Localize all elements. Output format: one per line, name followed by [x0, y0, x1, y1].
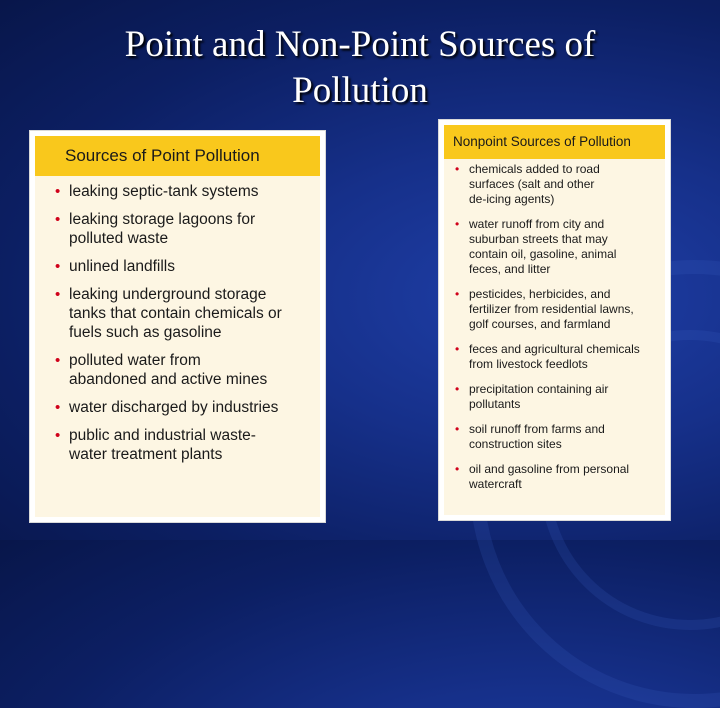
- bullet-icon: •: [55, 399, 61, 416]
- bullet-icon: •: [55, 211, 61, 228]
- list-item: [455, 287, 661, 332]
- list-item-text: polluted water from abandoned and active mines: [69, 352, 268, 388]
- list-item-text: leaking storage lagoons for polluted waste: [69, 211, 256, 247]
- list-item: [455, 342, 661, 372]
- list-item: [55, 351, 314, 389]
- list-item-text: soil runoff from farms and construction sites: [469, 422, 605, 451]
- bullet-icon: •: [455, 162, 460, 176]
- list-item-text: public and industrial waste- water treatment plants: [69, 427, 256, 463]
- list-item-text: leaking septic-tank systems: [69, 183, 259, 200]
- list-item-text: leaking underground storage tanks that contain chemicals or fuels such as gasoline: [69, 286, 282, 341]
- point-sources-panel: [29, 130, 326, 523]
- list-item-text: water discharged by industries: [69, 399, 279, 416]
- list-item: [455, 382, 661, 412]
- list-item-text: oil and gasoline from personal watercraft: [469, 462, 630, 491]
- slide-title: [0, 22, 720, 114]
- nonpoint-sources-list: [444, 159, 665, 492]
- list-item-text: pesticides, herbicides, and fertilizer from residential lawns, golf courses, and farmland: [469, 287, 634, 331]
- slide-title-line-2: Pollution: [292, 70, 428, 111]
- nonpoint-sources-panel-body: [444, 125, 665, 515]
- point-sources-list: [35, 176, 320, 464]
- list-item: [455, 422, 661, 452]
- list-item-text: unlined landfills: [69, 258, 175, 275]
- nonpoint-sources-heading: Nonpoint Sources of Pollution: [444, 125, 665, 159]
- bullet-icon: •: [55, 427, 61, 444]
- bullet-icon: •: [455, 462, 460, 476]
- list-item-text: feces and agricultural chemicals from livestock feedlots: [469, 342, 640, 371]
- bullet-icon: •: [455, 382, 460, 396]
- bullet-icon: •: [455, 287, 460, 301]
- bullet-icon: •: [55, 183, 61, 200]
- bullet-icon: •: [55, 258, 61, 275]
- list-item: [455, 217, 661, 277]
- list-item: [55, 257, 314, 276]
- list-item: [455, 462, 661, 492]
- list-item: [55, 398, 314, 417]
- slide-title-line-1: Point and Non-Point Sources of: [124, 24, 596, 65]
- list-item-text: chemicals added to road surfaces (salt and other de-icing agents): [469, 162, 600, 206]
- list-item-text: precipitation containing air pollutants: [469, 382, 609, 411]
- bullet-icon: •: [55, 352, 61, 369]
- nonpoint-sources-panel: [438, 119, 671, 521]
- point-sources-panel-body: [35, 136, 320, 517]
- list-item: [55, 426, 314, 464]
- list-item: [455, 162, 661, 207]
- bullet-icon: •: [455, 217, 460, 231]
- list-item: [55, 210, 314, 248]
- list-item: [55, 182, 314, 201]
- point-sources-heading: Sources of Point Pollution: [35, 136, 320, 176]
- list-item: [55, 285, 314, 342]
- list-item-text: water runoff from city and suburban streets that may contain oil, gasoline, animal feces, and litter: [469, 217, 617, 276]
- bullet-icon: •: [455, 342, 460, 356]
- bullet-icon: •: [55, 286, 61, 303]
- bullet-icon: •: [455, 422, 460, 436]
